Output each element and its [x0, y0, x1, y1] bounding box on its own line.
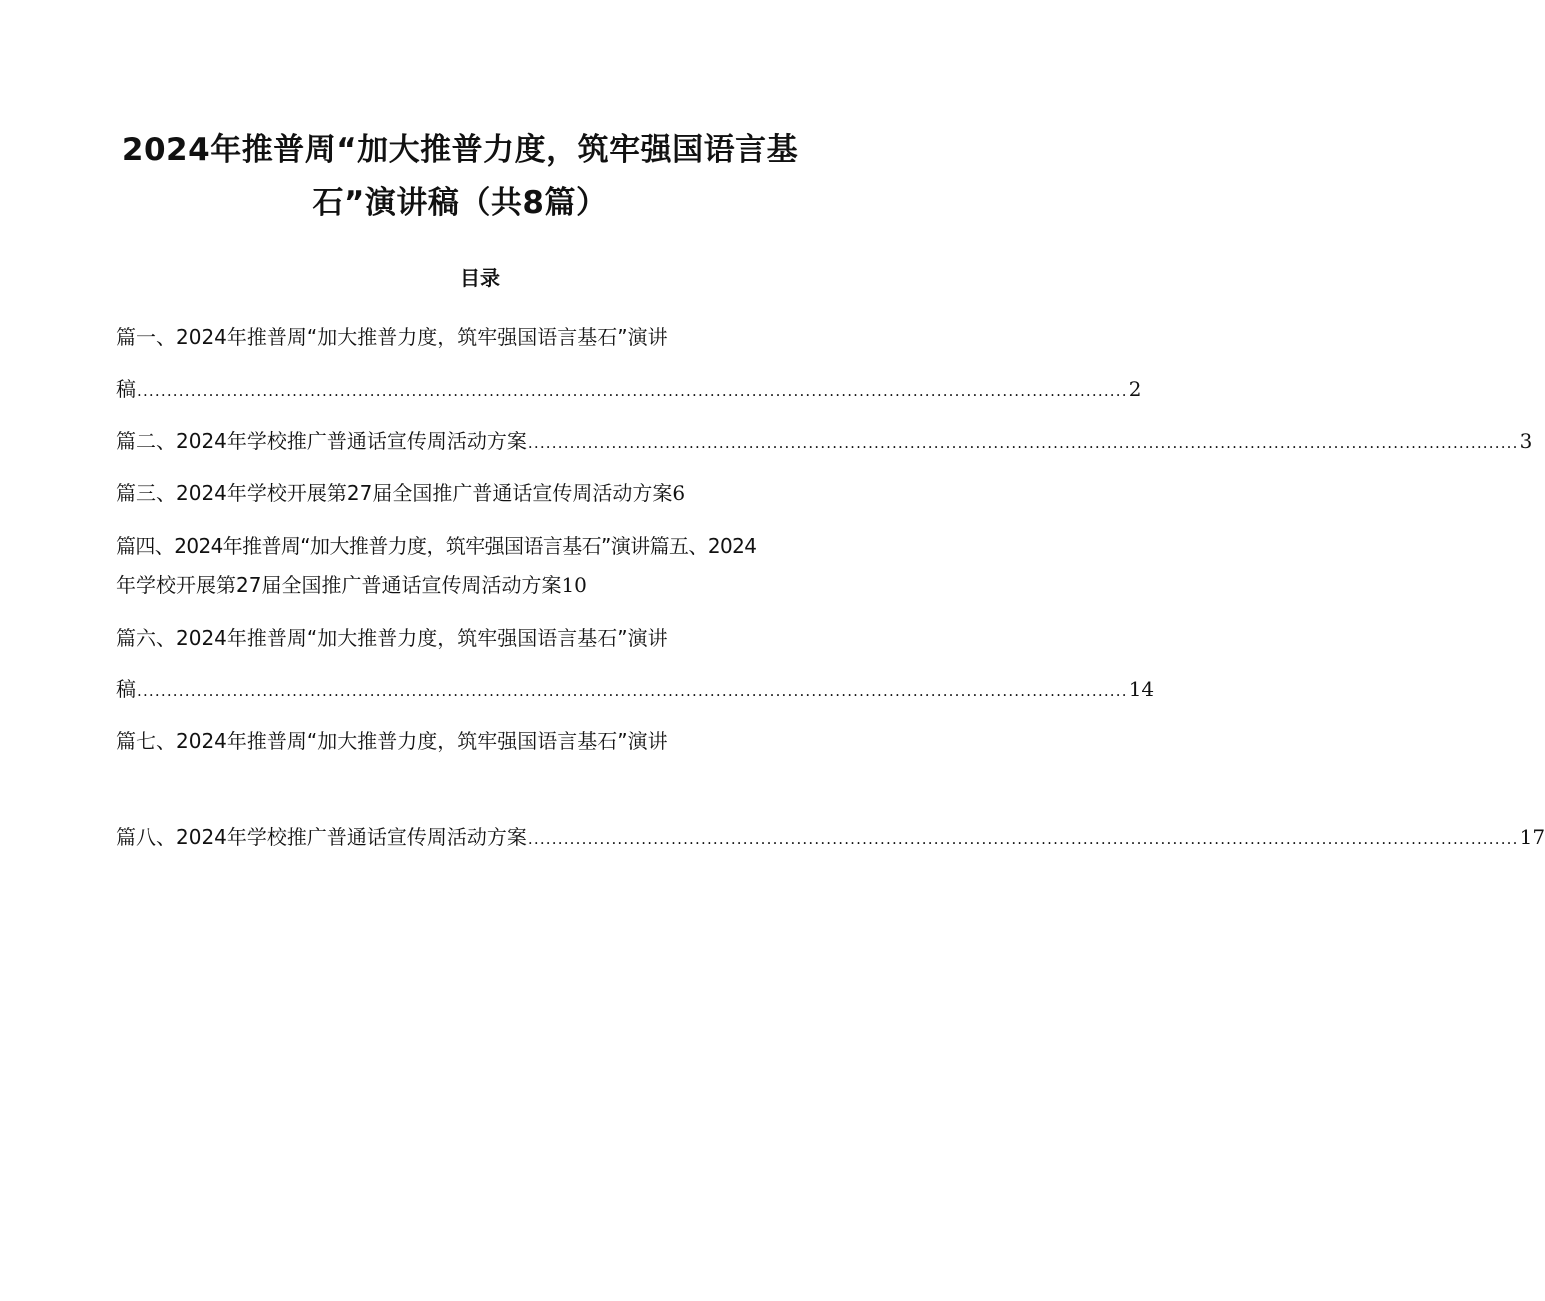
toc-entry-6-page: 14 — [1128, 677, 1155, 701]
toc-entry-1-line1[interactable]: 篇一、2024年推普周“加大推普力度，筑牢强国语言基石”演讲 — [116, 325, 668, 349]
toc-entry-6-line2[interactable] — [116, 675, 1155, 705]
toc-entry-2-page: 3 — [1519, 429, 1533, 453]
toc-entry-8[interactable] — [116, 823, 1545, 853]
toc-entry-4-label: 年学校开展第27届全国推广普通话宣传周活动方案 — [116, 573, 562, 597]
toc-entry-7[interactable]: 篇七、2024年推普周“加大推普力度，筑牢强国语言基石”演讲 — [116, 729, 668, 753]
toc-entry-4-line1[interactable]: 篇四、2024年推普周“加大推普力度，筑牢强国语言基石”演讲篇五、2024 — [116, 534, 757, 558]
toc-heading: 目录 — [460, 266, 500, 290]
document-title-line2: 石”演讲稿（共8篇） — [312, 185, 608, 221]
toc-entry-1-line2[interactable] — [116, 375, 1142, 405]
toc-entry-2-leader: ...................................................................................................................................................................... — [527, 434, 1519, 452]
toc-entry-1-page: 2 — [1128, 377, 1142, 401]
document-title — [100, 124, 820, 230]
toc-entry-1-leader: ...................................................................................................................................................................... — [137, 382, 1128, 400]
toc-entry-3-label: 篇三、2024年学校开展第27届全国推广普通话宣传周活动方案 — [116, 481, 673, 505]
toc-entry-8-leader: ...................................................................................................................................................................... — [527, 830, 1519, 848]
toc-entry-6-leader: ...................................................................................................................................................................... — [137, 682, 1128, 700]
toc-entry-3[interactable] — [116, 479, 685, 507]
document-title-line1: 2024年推普周“加大推普力度，筑牢强国语言基 — [121, 132, 799, 168]
toc-entry-2[interactable] — [116, 427, 1533, 457]
toc-entry-8-page: 17 — [1519, 825, 1545, 849]
toc-entry-1-label: 稿 — [116, 377, 136, 401]
toc-entry-2-label: 篇二、2024年学校推广普通话宣传周活动方案 — [116, 429, 527, 453]
toc-entry-3-page: 6 — [672, 481, 686, 505]
toc-entry-6-line1[interactable]: 篇六、2024年推普周“加大推普力度，筑牢强国语言基石”演讲 — [116, 626, 668, 650]
toc-entry-4-page: 10 — [561, 573, 587, 597]
toc-entry-8-label: 篇八、2024年学校推广普通话宣传周活动方案 — [116, 825, 527, 849]
toc-entry-4-line2[interactable] — [116, 571, 587, 599]
toc-entry-6-label: 稿 — [116, 677, 136, 701]
